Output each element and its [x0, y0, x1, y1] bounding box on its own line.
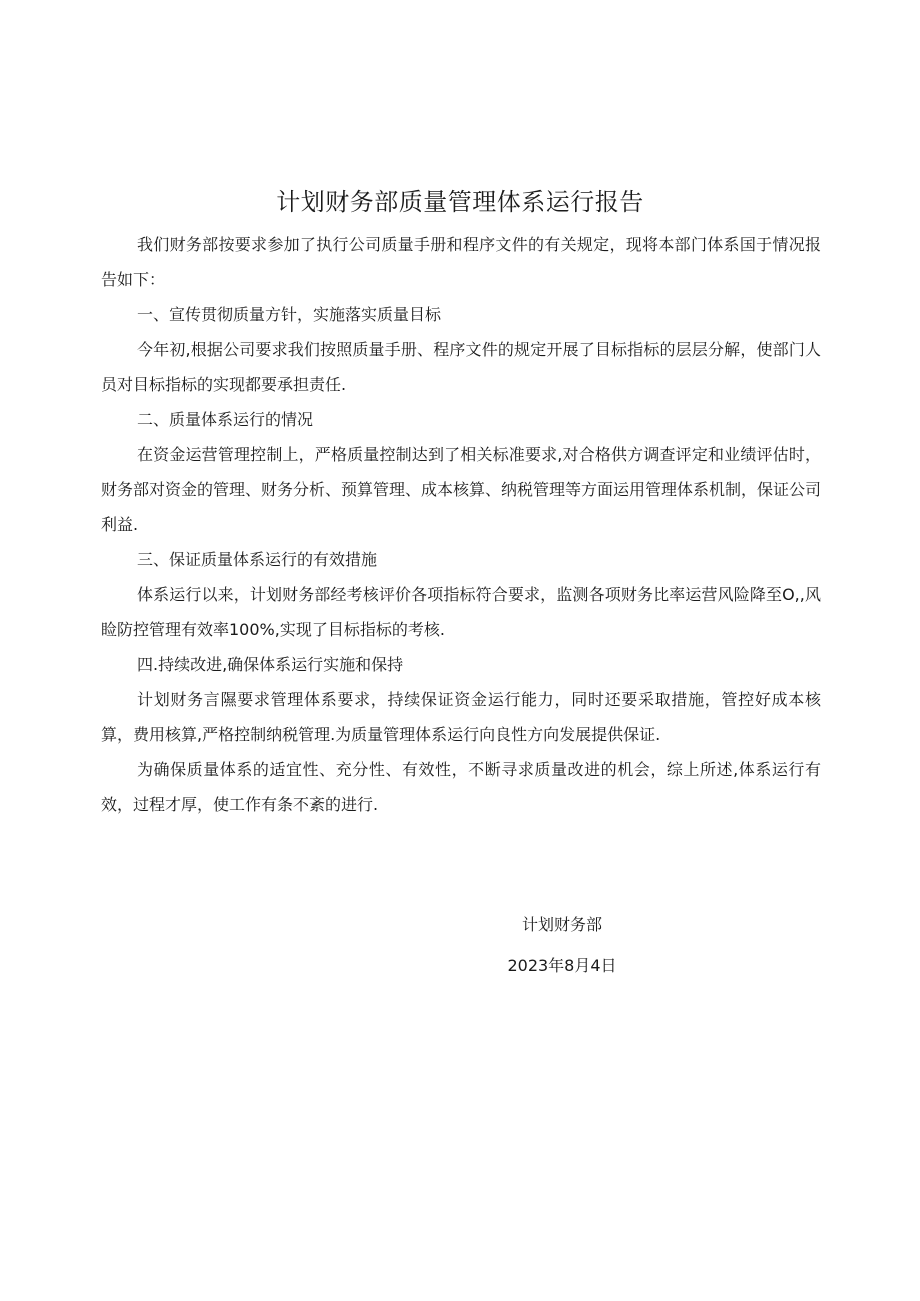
section-2-heading: 二、质量体系运行的情况: [137, 410, 314, 429]
intro-paragraph: 我们财务部按要求参加了执行公司质量手册和程序文件的有关规定，现将本部门体系国于情况报告如下：: [101, 235, 821, 289]
section-4-heading: 四.持续改进,确保体系运行实施和保持: [137, 655, 404, 674]
section-1-text: 今年初,根据公司要求我们按照质量手册、程序文件的规定开展了目标指标的层层分解，使部门人员对目标指标的实现都要承担责任.: [101, 340, 821, 394]
section-1-heading: 一、宣传贯彻质量方针，实施落实质量目标: [137, 305, 442, 324]
signature-department: 计划财务部: [521, 915, 602, 934]
section-3-heading: 三、保证质量体系运行的有效措施: [137, 550, 378, 569]
document-body: [101, 227, 821, 822]
document-title: 计划财务部质量管理体系运行报告: [276, 188, 644, 216]
signature-date: 2023年8月4日: [507, 956, 617, 975]
section-4-text: 计划财务言隰要求管理体系要求，持续保证资金运行能力，同时还要采取措施，管控好成本核算，费用核算,严格控制纳税管理.为质量管理体系运行向良性方向发展提供保证.: [101, 690, 821, 744]
section-2-text: 在资金运营管理控制上，严格质量控制达到了相关标准要求,对合格供方调查评定和业绩评估时，财务部对资金的管理、财务分析、预算管理、成本核算、纳税管理等方面运用管理体系机制，保证公司利益.: [101, 445, 822, 534]
section-3-text: 体系运行以来，计划财务部经考核评价各项指标符合要求，监测各项财务比率运营风险降至O,,风睑防控管理有效率100%,实现了目标指标的考核.: [101, 585, 821, 639]
conclusion-paragraph: 为确保质量体系的适宜性、充分性、有效性，不断寻求质量改进的机会，综上所述,体系运行有效，过程才厚，使工作有条不紊的进行.: [101, 760, 821, 814]
